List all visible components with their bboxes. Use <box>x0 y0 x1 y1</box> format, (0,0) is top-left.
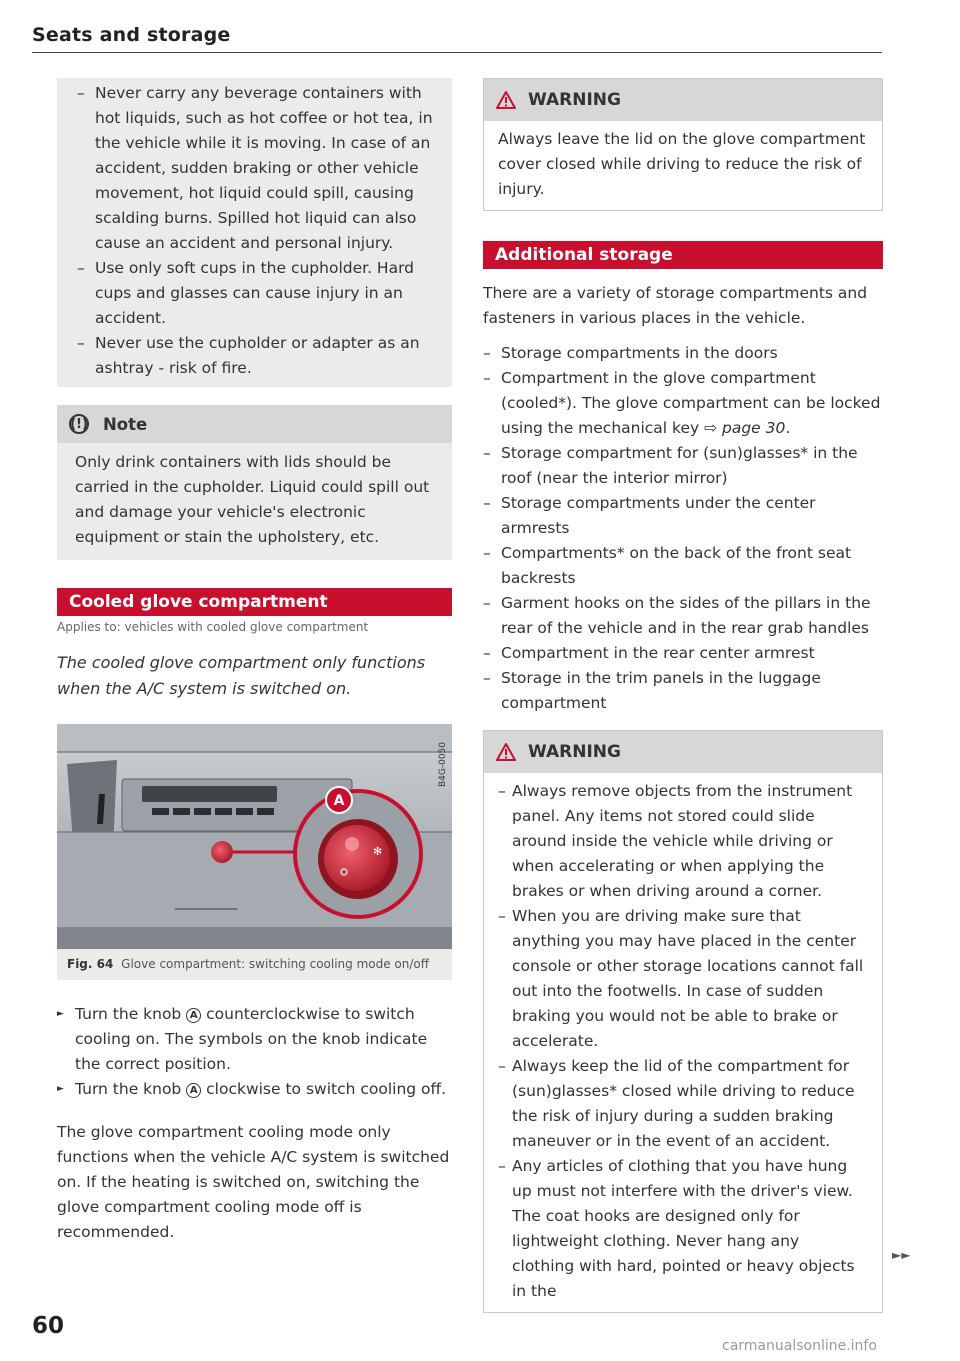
warning-header <box>484 79 882 121</box>
warning-header <box>484 731 882 773</box>
list-item: – Any articles of clothing that you have hung up must not interfere with the driver's view. The coat hooks are designed only for lightweight clothing. Never hang any clothing with hard, pointed or heavy objects in the <box>498 1154 866 1304</box>
list-item: – Compartments* on the back of the front seat backrests <box>483 541 883 591</box>
cooled-intro: The cooled glove compartment only functions when the A/C system is switched on. <box>57 653 426 698</box>
list-item: – When you are driving make sure that anything you may have placed in the center console or other storage locations cannot fall out into the footwells. In case of sudden braking you would not be able to brake or accelerate. <box>498 904 866 1054</box>
applies-to: Applies to: vehicles with cooled glove compartment <box>57 620 369 634</box>
list-item: – Never carry any beverage containers with hot liquids, such as hot coffee or hot tea, in the vehicle while it is moving. In case of an accident, sudden braking or other vehicle movement, hot liquid could spill, causing scalding burns. Spilled hot liquid can also cause an accident and personal injury. <box>77 81 434 256</box>
left-column <box>57 78 452 1245</box>
continue-arrow-icon: ►► <box>892 1248 911 1262</box>
instruction-steps <box>57 1002 452 1102</box>
list-item: – Never use the cupholder or adapter as an ashtray - risk of fire. <box>77 331 434 381</box>
warning-list <box>498 779 866 1304</box>
watermark: carmanualsonline.info <box>722 1338 877 1354</box>
warning-box-glove-lid <box>483 78 883 211</box>
cooling-knob-small <box>211 841 233 863</box>
warning-text: Always leave the lid on the glove compartment cover closed while driving to reduce the risk of injury. <box>498 130 866 198</box>
instruction-step: ► Turn the knob A counterclockwise to switch cooling on. The symbols on the knob indicate the correct position. <box>57 1002 452 1077</box>
list-item: – Compartment in the rear center armrest <box>483 641 883 666</box>
page-header <box>32 24 882 53</box>
list-item: – Compartment in the glove compartment (cooled*). The glove compartment can be locked using the mechanical key ⇨ page 30. <box>483 366 883 441</box>
warning-icon <box>496 91 516 109</box>
right-column <box>483 78 883 1313</box>
glove-compartment-illustration <box>57 724 452 949</box>
additional-intro: There are a variety of storage compartments and fasteners in various places in the vehicle. <box>483 284 868 327</box>
list-item: – Always remove objects from the instrument panel. Any items not stored could slide around inside the vehicle while driving or when accelerating or when applying the brakes or when driving around a corner. <box>498 779 866 904</box>
page-reference-link[interactable]: ⇨ page 30 <box>704 419 786 437</box>
figure-code: B4G-0050 <box>438 742 448 788</box>
list-item: – Storage compartments in the doors <box>483 341 883 366</box>
callout-a-label: A <box>333 793 345 809</box>
cupholder-warning-box <box>57 78 452 387</box>
list-item: – Storage compartment for (sun)glasses* in the roof (near the interior mirror) <box>483 441 883 491</box>
warning-box-storage <box>483 730 883 1313</box>
cooled-glove-heading: Cooled glove compartment <box>57 588 452 616</box>
cooling-knob-large <box>324 825 390 891</box>
warning-body <box>484 773 882 1312</box>
list-item: – Use only soft cups in the cupholder. Hard cups and glasses can cause injury in an accident. <box>77 256 434 331</box>
note-header <box>57 405 452 443</box>
page-number: 60 <box>32 1313 65 1339</box>
warning-title: WARNING <box>528 90 621 110</box>
list-item: – Always keep the lid of the compartment for (sun)glasses* closed while driving to reduce the risk of injury during a sudden braking maneuver or in the event of an accident. <box>498 1054 866 1154</box>
knob-a-icon: A <box>186 1008 201 1023</box>
figure-caption-text: Glove compartment: switching cooling mode on/off <box>121 957 430 971</box>
warning-icon <box>496 743 516 761</box>
section-title: Seats and storage <box>32 24 231 46</box>
storage-list <box>483 341 883 716</box>
list-item: – Storage compartments under the center armrests <box>483 491 883 541</box>
warning-title: WARNING <box>528 742 621 762</box>
list-item: – Storage in the trim panels in the luggage compartment <box>483 666 883 716</box>
additional-storage-heading: Additional storage <box>483 241 883 269</box>
info-icon: (!) <box>69 414 89 434</box>
figure-64 <box>57 724 452 980</box>
note-title: Note <box>103 414 148 434</box>
cooling-paragraph: The glove compartment cooling mode only functions when the vehicle A/C system is switched on. If the heating is switched on, switching the glove compartment cooling mode off is recommended. <box>57 1123 450 1241</box>
knob-a-icon: A <box>186 1083 201 1098</box>
svg-text:✻: ✻ <box>373 845 383 858</box>
list-item: – Garment hooks on the sides of the pillars in the rear of the vehicle and in the rear grab handles <box>483 591 883 641</box>
instruction-step: ► Turn the knob A clockwise to switch cooling off. <box>57 1077 452 1102</box>
cupholder-warning-list <box>77 81 434 381</box>
figure-label: Fig. 64 <box>67 957 114 971</box>
note-text: Only drink containers with lids should be carried in the cupholder. Liquid could spill out and damage your vehicle's electronic equipment or stain the upholstery, etc. <box>57 443 452 560</box>
figure-caption <box>57 949 452 980</box>
